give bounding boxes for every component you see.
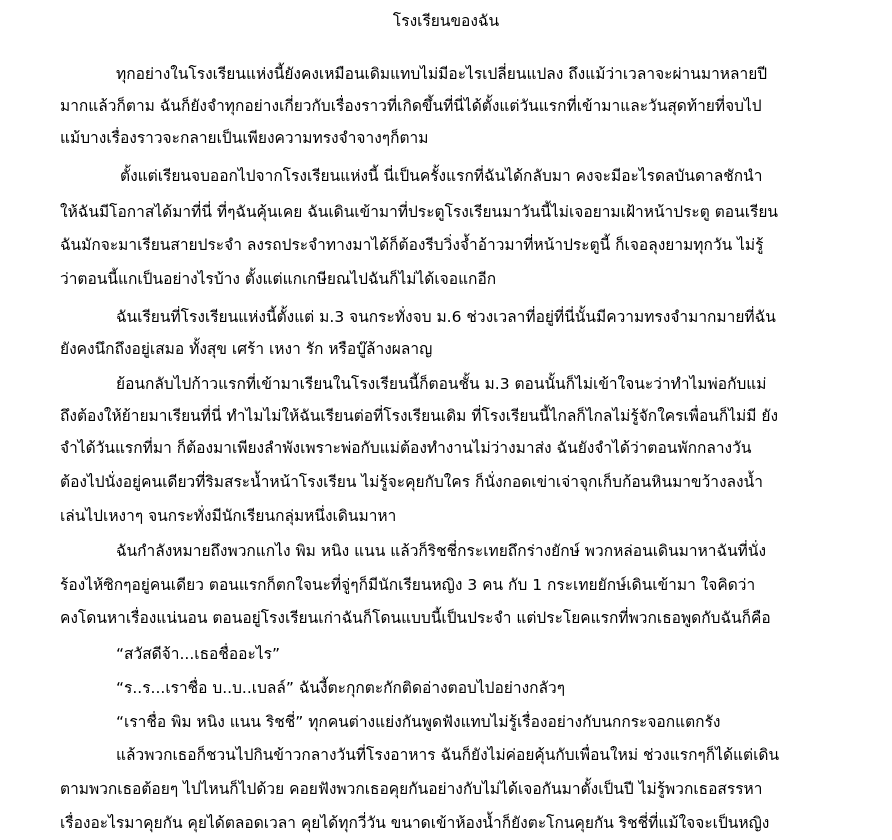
paragraph-line: คงโดนหาเรื่องแน่นอน ตอนอยู่โรงเรียนเก่าฉันก็โดนแบบนี้เป็นประจำ แต่ประโยคแรกที่พวกเธอพูดกับฉันก็คือ: [60, 609, 771, 627]
document-title: โรงเรียนของฉัน: [392, 12, 500, 30]
paragraph-line: ตามพวกเธอต้อยๆ ไปไหนก็ไปด้วย คอยฟังพวกเธอคุยกันอย่างกับไม่ได้เจอกันมาตั้งเป็นปี ไม่รู้พวกเธอสรรหา: [60, 780, 763, 798]
paragraph-line: ย้อนกลับไปก้าวแรกที่เข้ามาเรียนในโรงเรียนนี้ก็ตอนชั้น ม.3 ตอนนั้นก็ไม่เข้าใจนะว่าทำไมพ่อกับแม่: [116, 375, 767, 393]
paragraph-line: ฉันเรียนที่โรงเรียนแห่งนี้ตั้งแต่ ม.3 จนกระทั่งจบ ม.6 ช่วงเวลาที่อยู่ที่นี่นั้นมีความทรงจำมากมายที่ฉัน: [116, 308, 776, 326]
paragraph-line: ว่าตอนนี้แกเป็นอย่างไรบ้าง ตั้งแต่แกเกษียณไปฉันก็ไม่ได้เจอแกอีก: [60, 270, 497, 288]
dialogue-line: “สวัสดีจ้า...เธอชื่ออะไร”: [116, 645, 280, 663]
dialogue-line: “เราชื่อ พิม หนิง แนน ริชชี่” ทุกคนต่างแย่งกันพูดฟังแทบไม่รู้เรื่องอย่างกับนกกระจอกแตกรัง: [116, 713, 721, 731]
paragraph-line: เล่นไปเหงาๆ จนกระทั่งมีนักเรียนกลุ่มหนึ่งเดินมาหา: [60, 507, 397, 525]
paragraph-line: แล้วพวกเธอก็ชวนไปกินข้าวกลางวันที่โรงอาหาร ฉันก็ยังไม่ค่อยคุ้นกับเพื่อนใหม่ ช่วงแรกๆก็ได้แต่เดิน: [116, 746, 780, 764]
paragraph-line: ให้ฉันมีโอกาสได้มาที่นี่ ที่ๆฉันคุ้นเคย ฉันเดินเข้ามาที่ประตูโรงเรียนมาวันนี้ไม่เจอยามเฝ้าหน้าประตู ตอนเรียน: [60, 203, 778, 221]
paragraph-line: ทุกอย่างในโรงเรียนแห่งนี้ยังคงเหมือนเดิมแทบไม่มีอะไรเปลี่ยนแปลง ถึงแม้ว่าเวลาจะผ่านมาหลายปี: [116, 65, 768, 83]
paragraph-line: จำได้วันแรกที่มา ก็ต้องมาเพียงลำพังเพราะพ่อกับแม่ต้องทำงานไม่ว่างมาส่ง ฉันยังจำได้ว่าตอนพักกลางวัน: [60, 439, 752, 457]
paragraph-line: ต้องไปนั่งอยู่คนเดียวที่ริมสระน้ำหน้าโรงเรียน ไม่รู้จะคุยกับใคร ก็นั่งกอดเข่าเจ่าจุกเก็บก้อนหินมาขว้างลงน้ำ: [60, 473, 763, 491]
paragraph-line: ฉันมักจะมาเรียนสายประจำ ลงรถประจำทางมาได้ก็ต้องรีบวิ่งจ้ำอ้าวมาที่หน้าประตูนี้ ก็เจอลุงยามทุกวัน ไม่รู้: [60, 236, 764, 254]
paragraph-line: เรื่องอะไรมาคุยกัน คุยได้ตลอดเวลา คุยได้ทุกวี่วัน ขนาดเข้าห้องน้ำก็ยังตะโกนคุยกัน ริชชี่ที่แม้ใจจะเป็นหญิง: [60, 814, 770, 832]
paragraph-line: แม้บางเรื่องราวจะกลายเป็นเพียงความทรงจำจางๆก็ตาม: [60, 129, 429, 147]
dialogue-line: “ร..ร...เราชื่อ บ..บ..เบลล์” ฉันงี้ตะกุกตะกักติดอ่างตอบไปอย่างกลัวๆ: [116, 679, 566, 697]
paragraph-line: มากแล้วก็ตาม ฉันก็ยังจำทุกอย่างเกี่ยวกับเรื่องราวที่เกิดขึ้นที่นี่ได้ตั้งแต่วันแรกที่เข้ามาและวันสุดท้ายที่จบไป: [60, 97, 762, 115]
paragraph-line: ยังคงนึกถึงอยู่เสมอ ทั้งสุข เศร้า เหงา รัก หรือบู๊ล้างผลาญ: [60, 340, 433, 358]
paragraph-line: ฉันกำลังหมายถึงพวกแกไง พิม หนิง แนน แล้วก็ริชชี่กระเทยถึกร่างยักษ์ พวกหล่อนเดินมาหาฉันที่นั่ง: [116, 542, 767, 560]
paragraph-line: ตั้งแต่เรียนจบออกไปจากโรงเรียนแห่งนี้ นี่เป็นครั้งแรกที่ฉันได้กลับมา คงจะมีอะไรดลบันดาลชักนำ: [120, 167, 763, 185]
paragraph-line: ถึงต้องให้ย้ายมาเรียนที่นี่ ทำไมไม่ให้ฉันเรียนต่อที่โรงเรียนเดิม ที่โรงเรียนนี้ไกลก็ไกลไม่รู้จักใครเพื่อนก็ไม่มี ยัง: [60, 407, 779, 425]
paragraph-line: ร้องไห้ซิกๆอยู่คนเดียว ตอนแรกก็ตกใจนะที่จู่ๆก็มีนักเรียนหญิง 3 คน กับ 1 กระเทยยักษ์เดินเข้ามา ใจคิดว่า: [60, 576, 756, 594]
